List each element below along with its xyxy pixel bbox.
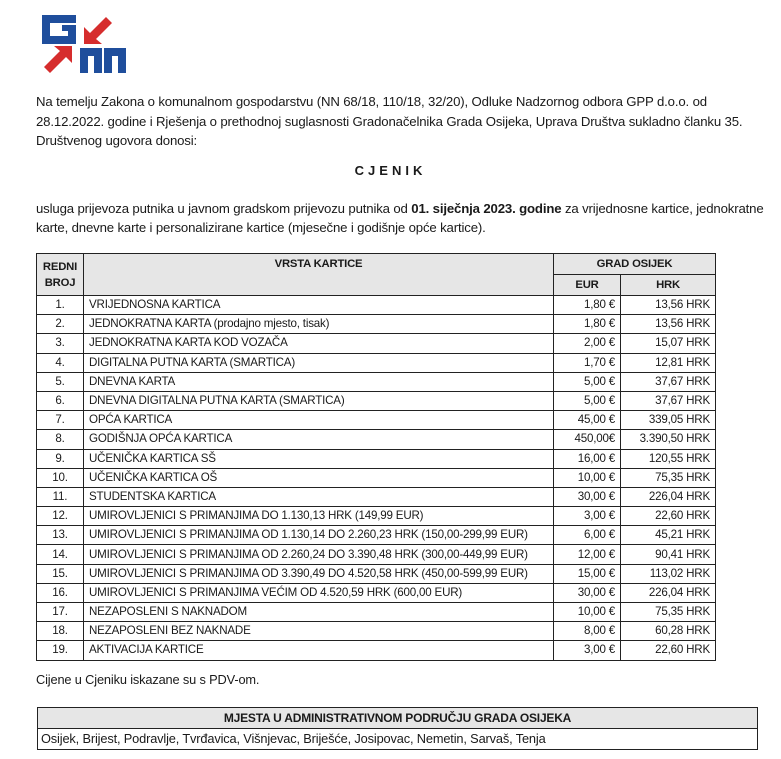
row-number: 4. (37, 353, 84, 372)
price-eur: 5,00 € (554, 372, 621, 391)
subtitle-text-end: za vrijednosne kartice, jednokratne karte, dnevne karte i personalizirane kartice (mjesečne i godišnje opće kartice). (36, 201, 764, 235)
price-eur: 450,00€ (554, 430, 621, 449)
table-row (37, 526, 716, 545)
table-row (37, 507, 716, 526)
card-type: STUDENTSKA KARTICA (84, 487, 554, 506)
price-hrk: 226,04 HRK (621, 487, 716, 506)
price-hrk: 15,07 HRK (621, 334, 716, 353)
price-table (36, 253, 716, 661)
intro-paragraph: Na temelju Zakona o komunalnom gospodarstvu (NN 68/18, 110/18, 32/20), Odluke Nadzornog odbora GPP d.o.o. od 28.12.2022. godine i Rješenja o prethodnoj suglasnosti Gradonačelnika Grada Osijeka, Uprava Društva sukladno članku 35. Društvenog ugovora donosi: (36, 94, 743, 148)
places-box (37, 707, 758, 750)
header-eur: EUR (554, 275, 621, 296)
price-eur: 5,00 € (554, 391, 621, 410)
price-table-body (37, 296, 716, 661)
table-row (37, 449, 716, 468)
price-hrk: 13,56 HRK (621, 296, 716, 315)
price-eur: 30,00 € (554, 487, 621, 506)
row-number: 2. (37, 315, 84, 334)
subtitle-paragraph (36, 199, 766, 237)
row-number: 10. (37, 468, 84, 487)
price-hrk: 22,60 HRK (621, 507, 716, 526)
price-eur: 10,00 € (554, 603, 621, 622)
table-row (37, 315, 716, 334)
price-hrk: 37,67 HRK (621, 372, 716, 391)
card-type: JEDNOKRATNA KARTA (prodajno mjesto, tisak) (84, 315, 554, 334)
row-number: 1. (37, 296, 84, 315)
row-number: 18. (37, 622, 84, 641)
card-type: UMIROVLJENICI S PRIMANJIMA OD 1.130,14 DO 2.260,23 HRK (150,00-299,99 EUR) (84, 526, 554, 545)
row-number: 19. (37, 641, 84, 660)
row-number: 13. (37, 526, 84, 545)
row-number: 5. (37, 372, 84, 391)
price-hrk: 75,35 HRK (621, 468, 716, 487)
price-hrk: 37,67 HRK (621, 391, 716, 410)
card-type: UČENIČKA KARTICA SŠ (84, 449, 554, 468)
vat-note: Cijene u Cjeniku iskazane su s PDV-om. (36, 672, 260, 687)
price-eur: 3,00 € (554, 641, 621, 660)
document-title: CJENIK (354, 163, 427, 178)
price-hrk: 113,02 HRK (621, 564, 716, 583)
card-type: DIGITALNA PUTNA KARTA (SMARTICA) (84, 353, 554, 372)
card-type: VRIJEDNOSNA KARTICA (84, 296, 554, 315)
price-hrk: 12,81 HRK (621, 353, 716, 372)
table-row (37, 603, 716, 622)
price-eur: 8,00 € (554, 622, 621, 641)
card-type: NEZAPOSLENI BEZ NAKNADE (84, 622, 554, 641)
card-type: UČENIČKA KARTICA OŠ (84, 468, 554, 487)
price-hrk: 90,41 HRK (621, 545, 716, 564)
effective-date: 01. siječnja 2023. godine (411, 201, 562, 216)
price-eur: 6,00 € (554, 526, 621, 545)
price-hrk: 3.390,50 HRK (621, 430, 716, 449)
row-number: 17. (37, 603, 84, 622)
price-eur: 1,80 € (554, 296, 621, 315)
row-number: 11. (37, 487, 84, 506)
row-number: 15. (37, 564, 84, 583)
card-type: OPĆA KARTICA (84, 411, 554, 430)
card-type: UMIROVLJENICI S PRIMANJIMA DO 1.130,13 HRK (149,99 EUR) (84, 507, 554, 526)
price-hrk: 13,56 HRK (621, 315, 716, 334)
price-hrk: 60,28 HRK (621, 622, 716, 641)
row-number: 6. (37, 391, 84, 410)
card-type: NEZAPOSLENI S NAKNADOM (84, 603, 554, 622)
table-row (37, 353, 716, 372)
row-number: 16. (37, 583, 84, 602)
card-type: GODIŠNJA OPĆA KARTICA (84, 430, 554, 449)
card-type: UMIROVLJENICI S PRIMANJIMA OD 2.260,24 DO 3.390,48 HRK (300,00-449,99 EUR) (84, 545, 554, 564)
price-eur: 3,00 € (554, 507, 621, 526)
row-number: 3. (37, 334, 84, 353)
row-number: 8. (37, 430, 84, 449)
table-row (37, 296, 716, 315)
header-grad-osijek: GRAD OSIJEK (554, 254, 716, 275)
card-type: UMIROVLJENICI S PRIMANJIMA VEĆIM OD 4.520,59 HRK (600,00 EUR) (84, 583, 554, 602)
table-row (37, 545, 716, 564)
price-eur: 1,80 € (554, 315, 621, 334)
table-row (37, 334, 716, 353)
table-row (37, 391, 716, 410)
table-row (37, 411, 716, 430)
card-type: DNEVNA KARTA (84, 372, 554, 391)
table-row (37, 564, 716, 583)
card-type: DNEVNA DIGITALNA PUTNA KARTA (SMARTICA) (84, 391, 554, 410)
row-number: 7. (37, 411, 84, 430)
table-row (37, 372, 716, 391)
price-hrk: 226,04 HRK (621, 583, 716, 602)
row-number: 14. (37, 545, 84, 564)
price-hrk: 45,21 HRK (621, 526, 716, 545)
card-type: UMIROVLJENICI S PRIMANJIMA OD 3.390,49 DO 4.520,58 HRK (450,00-599,99 EUR) (84, 564, 554, 583)
price-eur: 16,00 € (554, 449, 621, 468)
table-row (37, 430, 716, 449)
gpp-logo-icon (40, 13, 128, 75)
row-number: 12. (37, 507, 84, 526)
table-row (37, 641, 716, 660)
price-hrk: 339,05 HRK (621, 411, 716, 430)
places-heading: MJESTA U ADMINISTRATIVNOM PODRUČJU GRADA OSIJEKA (38, 708, 757, 729)
header-redni-broj: REDNI BROJ (37, 254, 84, 296)
header-hrk: HRK (621, 275, 716, 296)
price-eur: 2,00 € (554, 334, 621, 353)
price-eur: 12,00 € (554, 545, 621, 564)
price-eur: 45,00 € (554, 411, 621, 430)
price-eur: 15,00 € (554, 564, 621, 583)
table-row (37, 622, 716, 641)
price-hrk: 75,35 HRK (621, 603, 716, 622)
header-vrsta-kartice: VRSTA KARTICE (84, 254, 554, 296)
price-hrk: 120,55 HRK (621, 449, 716, 468)
places-list: Osijek, Brijest, Podravlje, Tvrđavica, Višnjevac, Briješće, Josipovac, Nemetin, Sarvaš, Tenja (41, 731, 546, 746)
card-type: AKTIVACIJA KARTICE (84, 641, 554, 660)
price-eur: 1,70 € (554, 353, 621, 372)
price-hrk: 22,60 HRK (621, 641, 716, 660)
subtitle-text: usluga prijevoza putnika u javnom gradskom prijevozu putnika od (36, 201, 412, 216)
card-type: JEDNOKRATNA KARTA KOD VOZAČA (84, 334, 554, 353)
price-eur: 10,00 € (554, 468, 621, 487)
table-row (37, 468, 716, 487)
table-row (37, 583, 716, 602)
price-eur: 30,00 € (554, 583, 621, 602)
table-row (37, 487, 716, 506)
row-number: 9. (37, 449, 84, 468)
